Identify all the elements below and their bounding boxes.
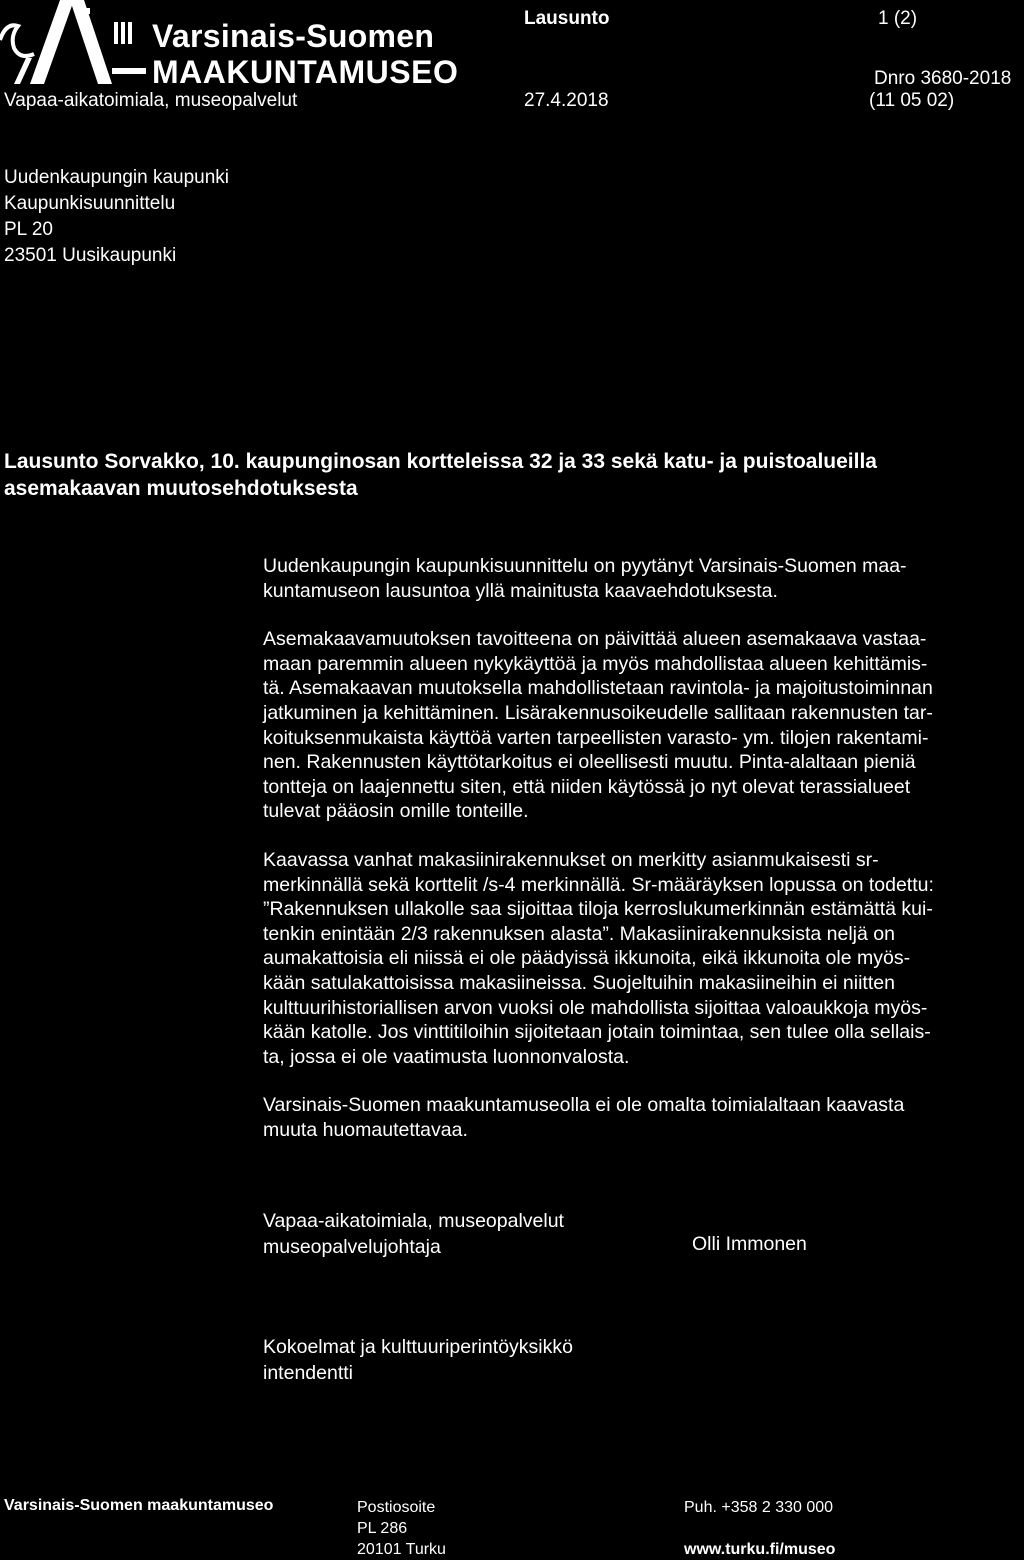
footer-phone: Puh. +358 2 330 000 <box>684 1499 834 1516</box>
footer-po-box: PL 286 <box>357 1520 408 1537</box>
letter-body <box>263 554 1008 1166</box>
signature-name: Olli Immonen <box>692 1233 807 1255</box>
signature-block <box>263 1208 564 1260</box>
recipient-line: 23501 Uusikaupunki <box>4 245 177 266</box>
document-date: 27.4.2018 <box>524 90 609 111</box>
archive-code: (11 05 02) <box>869 90 955 111</box>
org-name-line2: MAAKUNTAMUSEO <box>152 54 459 90</box>
signature-title: museopalvelujohtaja <box>263 1236 441 1258</box>
record-number: Dnro 3680-2018 <box>874 68 1012 89</box>
recipient-line: Kaupunkisuunnittelu <box>4 193 176 214</box>
signature-department: Vapaa-aikatoimiala, museopalvelut <box>263 1210 564 1232</box>
body-paragraph: Kaavassa vanhat makasiinirakennukset on merkitty asianmukaisesti sr- merkinnällä sekä korttelit /s-4 merkinnällä. Sr-määräyksen lopussa on todettu: ”Rakennuksen ullakolle saa sijoittaa tiloja kerroslukumerkinnän estämättä kui- tenkin enintään 2/3 rakennuksen alasta”. Makasiinirakennuksista neljä on aumakattoisia eli niissä ei ole päädyissä ikkunoita, eikä ikkunoita ole myös- kään satulakattoisissa makasiineissa. Suojeltuihin makasiineihin ei niitten kulttuurihistoriallisen arvon vuoksi ole mahdollista sijoittaa valoaukkoja myös- kään katolle. Jos vinttitiloihin sijoitetaan jotain toimintaa, sen tulee olla sellais- ta, jossa ei ole vaatimusta luonnonvalosta. <box>263 848 934 1068</box>
museum-logo-icon <box>0 0 150 84</box>
second-signature-block <box>263 1334 573 1386</box>
body-paragraph: Uudenkaupungin kaupunkisuunnittelu on pyytänyt Varsinais-Suomen maa- kuntamuseon lausuntoa yllä mainitusta kaavaehdotuksesta. <box>263 555 907 602</box>
footer-web-link[interactable]: www.turku.fi/museo <box>684 1541 836 1558</box>
org-name-line1: Varsinais-Suomen <box>152 18 435 54</box>
document-type: Lausunto <box>524 8 610 29</box>
recipient-line: Uudenkaupungin kaupunki <box>4 167 230 188</box>
department: Vapaa-aikatoimiala, museopalvelut <box>4 90 298 111</box>
signature-unit: Kokoelmat ja kulttuuriperintöyksikkö <box>263 1336 573 1358</box>
subject-heading <box>4 448 1004 502</box>
footer-org: Varsinais-Suomen maakuntamuseo <box>4 1497 274 1514</box>
footer-postal-label: Postiosoite <box>357 1499 436 1516</box>
body-paragraph: Asemakaavamuutoksen tavoitteena on päivittää alueen asemakaava vastaa- maan paremmin alueen nykykäyttöä ja myös mahdollistaa alueen kehittämis- tä. Asemakaavan muutoksella mahdollistetaan ravintola- ja majoitustoiminnan jatkuminen ja kehittäminen. Lisärakennusoikeudelle sallitaan rakennusten tar- koituksenmukaista käyttöä varten tarpeellisten varasto- ym. tilojen rakentami- nen. Rakennusten käyttötarkoitus ei oleellisesti muutu. Pinta-alaltaan pieniä tontteja on laajennettu siten, että niiden käytössä jo nyt olevat terassialueet tulevat pääosin omille tonteille. <box>263 628 933 823</box>
body-paragraph: Varsinais-Suomen maakuntamuseolla ei ole omalta toimialaltaan kaavasta muuta huomautettavaa. <box>263 1094 905 1141</box>
subject-line: asemakaavan muutosehdotuksesta <box>4 477 358 500</box>
footer-city: 20101 Turku <box>357 1541 446 1558</box>
subject-line: Lausunto Sorvakko, 10. kaupunginosan kortteleissa 32 ja 33 sekä katu- ja puistoalueilla <box>4 450 877 473</box>
recipient-line: PL 20 <box>4 219 53 240</box>
signature-unit-title: intendentti <box>263 1362 353 1384</box>
page-number: 1 (2) <box>878 8 918 29</box>
recipient-address <box>4 165 229 269</box>
